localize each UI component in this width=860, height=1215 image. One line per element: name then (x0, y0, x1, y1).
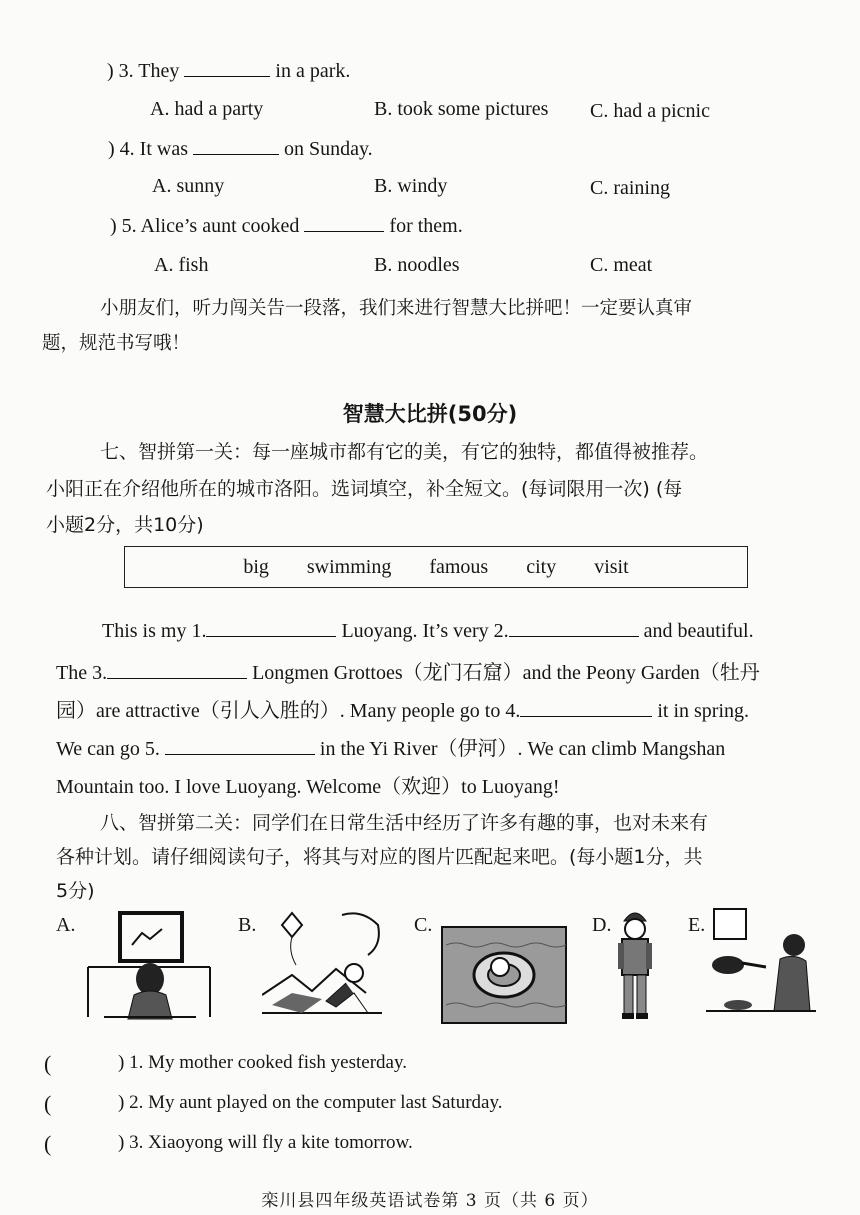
matching-item-2: ) 2. My aunt played on the computer last Saturday. (118, 1092, 503, 1113)
passage-line-1: This is my 1. Luoyang. It’s very 2. and beautiful. (102, 620, 754, 642)
answer-blank-1[interactable] (206, 618, 336, 637)
word-bank-item: famous (429, 555, 489, 578)
answer-blank-2[interactable] (509, 618, 639, 637)
cooking-picture (706, 905, 816, 1025)
part-8-instruction-1: 八、智拼第二关：同学们在日常生活中经历了许多有趣的事，也对未来有 (100, 812, 709, 834)
q3-option-a: A. had a party (150, 98, 264, 120)
question-4: ) 4. It was on Sunday. (108, 138, 373, 160)
answer-blank[interactable] (304, 213, 384, 232)
q5-option-b: B. noodles (374, 254, 460, 276)
page-footer: 栾川县四年级英语试卷第 3 页（共 6 页） (261, 1191, 599, 1211)
q4-option-c: C. raining (590, 177, 670, 199)
answer-blank-5[interactable] (165, 736, 315, 755)
passage-line-3: 园）are attractive（引人入胜的）. Many people go to 4. it in spring. (56, 700, 750, 722)
intro-line-2: 题，规范书写哦！ (42, 333, 191, 354)
intro-line-1: 小朋友们，听力闯关告一段落，我们来进行智慧大比拼吧！一定要认真审 (100, 298, 693, 319)
word-bank-item: swimming (306, 555, 392, 578)
answer-blank-4[interactable] (520, 698, 652, 717)
part-8-instruction-2: 各种计划。请仔细阅读句子，将其与对应的图片匹配起来吧。(每小题1分，共 (56, 846, 703, 868)
picture-label-b: B. (238, 914, 257, 936)
word-bank-item: visit (594, 555, 629, 578)
q5-option-a: A. fish (154, 254, 209, 276)
q5-option-c: C. meat (590, 254, 653, 276)
computer-picture (84, 905, 214, 1025)
section-title: 智慧大比拼(50分) (342, 402, 518, 426)
part-8-instruction-3: 5分) (56, 880, 95, 902)
answer-blank[interactable] (193, 136, 279, 155)
q4-option-b: B. windy (374, 175, 448, 197)
passage-line-2: The 3. Longmen Grottoes（龙门石窟）and the Peony Garden（牡丹 (56, 662, 760, 684)
question-5: ) 5. Alice’s aunt cooked for them. (110, 215, 463, 237)
part-7-instruction-1: 七、智拼第一关：每一座城市都有它的美，有它的独特，都值得被推荐。 (100, 441, 709, 463)
winter-boy-picture (612, 905, 658, 1025)
question-3: ) 3. They in a park. (107, 60, 351, 82)
swimming-picture (440, 905, 568, 1025)
answer-blank-3[interactable] (107, 660, 247, 679)
q3-option-b: B. took some pictures (374, 98, 549, 120)
answer-paren-3[interactable]: ( (44, 1131, 52, 1156)
answer-paren-2[interactable]: ( (44, 1091, 52, 1116)
part-7-instruction-3: 小题2分，共10分) (46, 514, 204, 536)
passage-line-5: Mountain too. I love Luoyang. Welcome（欢迎）to Luoyang! (56, 776, 560, 798)
word-bank (124, 546, 748, 588)
matching-item-3: ) 3. Xiaoyong will fly a kite tomorrow. (118, 1132, 413, 1153)
word-bank-item: big (243, 555, 269, 578)
answer-blank[interactable] (184, 58, 270, 77)
passage-line-4: We can go 5. in the Yi River（伊河）. We can climb Mangshan (56, 738, 726, 760)
picture-label-d: D. (592, 914, 612, 936)
picture-label-e: E. (688, 914, 706, 936)
word-bank-item: city (526, 555, 557, 578)
q3-option-c: C. had a picnic (590, 100, 710, 122)
q4-option-a: A. sunny (152, 175, 225, 197)
kite-picture (262, 905, 382, 1025)
picture-label-a: A. (56, 914, 76, 936)
part-7-instruction-2: 小阳正在介绍他所在的城市洛阳。选词填空，补全短文。(每词限用一次) (每 (46, 478, 683, 500)
matching-item-1: ) 1. My mother cooked fish yesterday. (118, 1052, 407, 1073)
picture-label-c: C. (414, 914, 433, 936)
answer-paren-1[interactable]: ( (44, 1051, 52, 1076)
